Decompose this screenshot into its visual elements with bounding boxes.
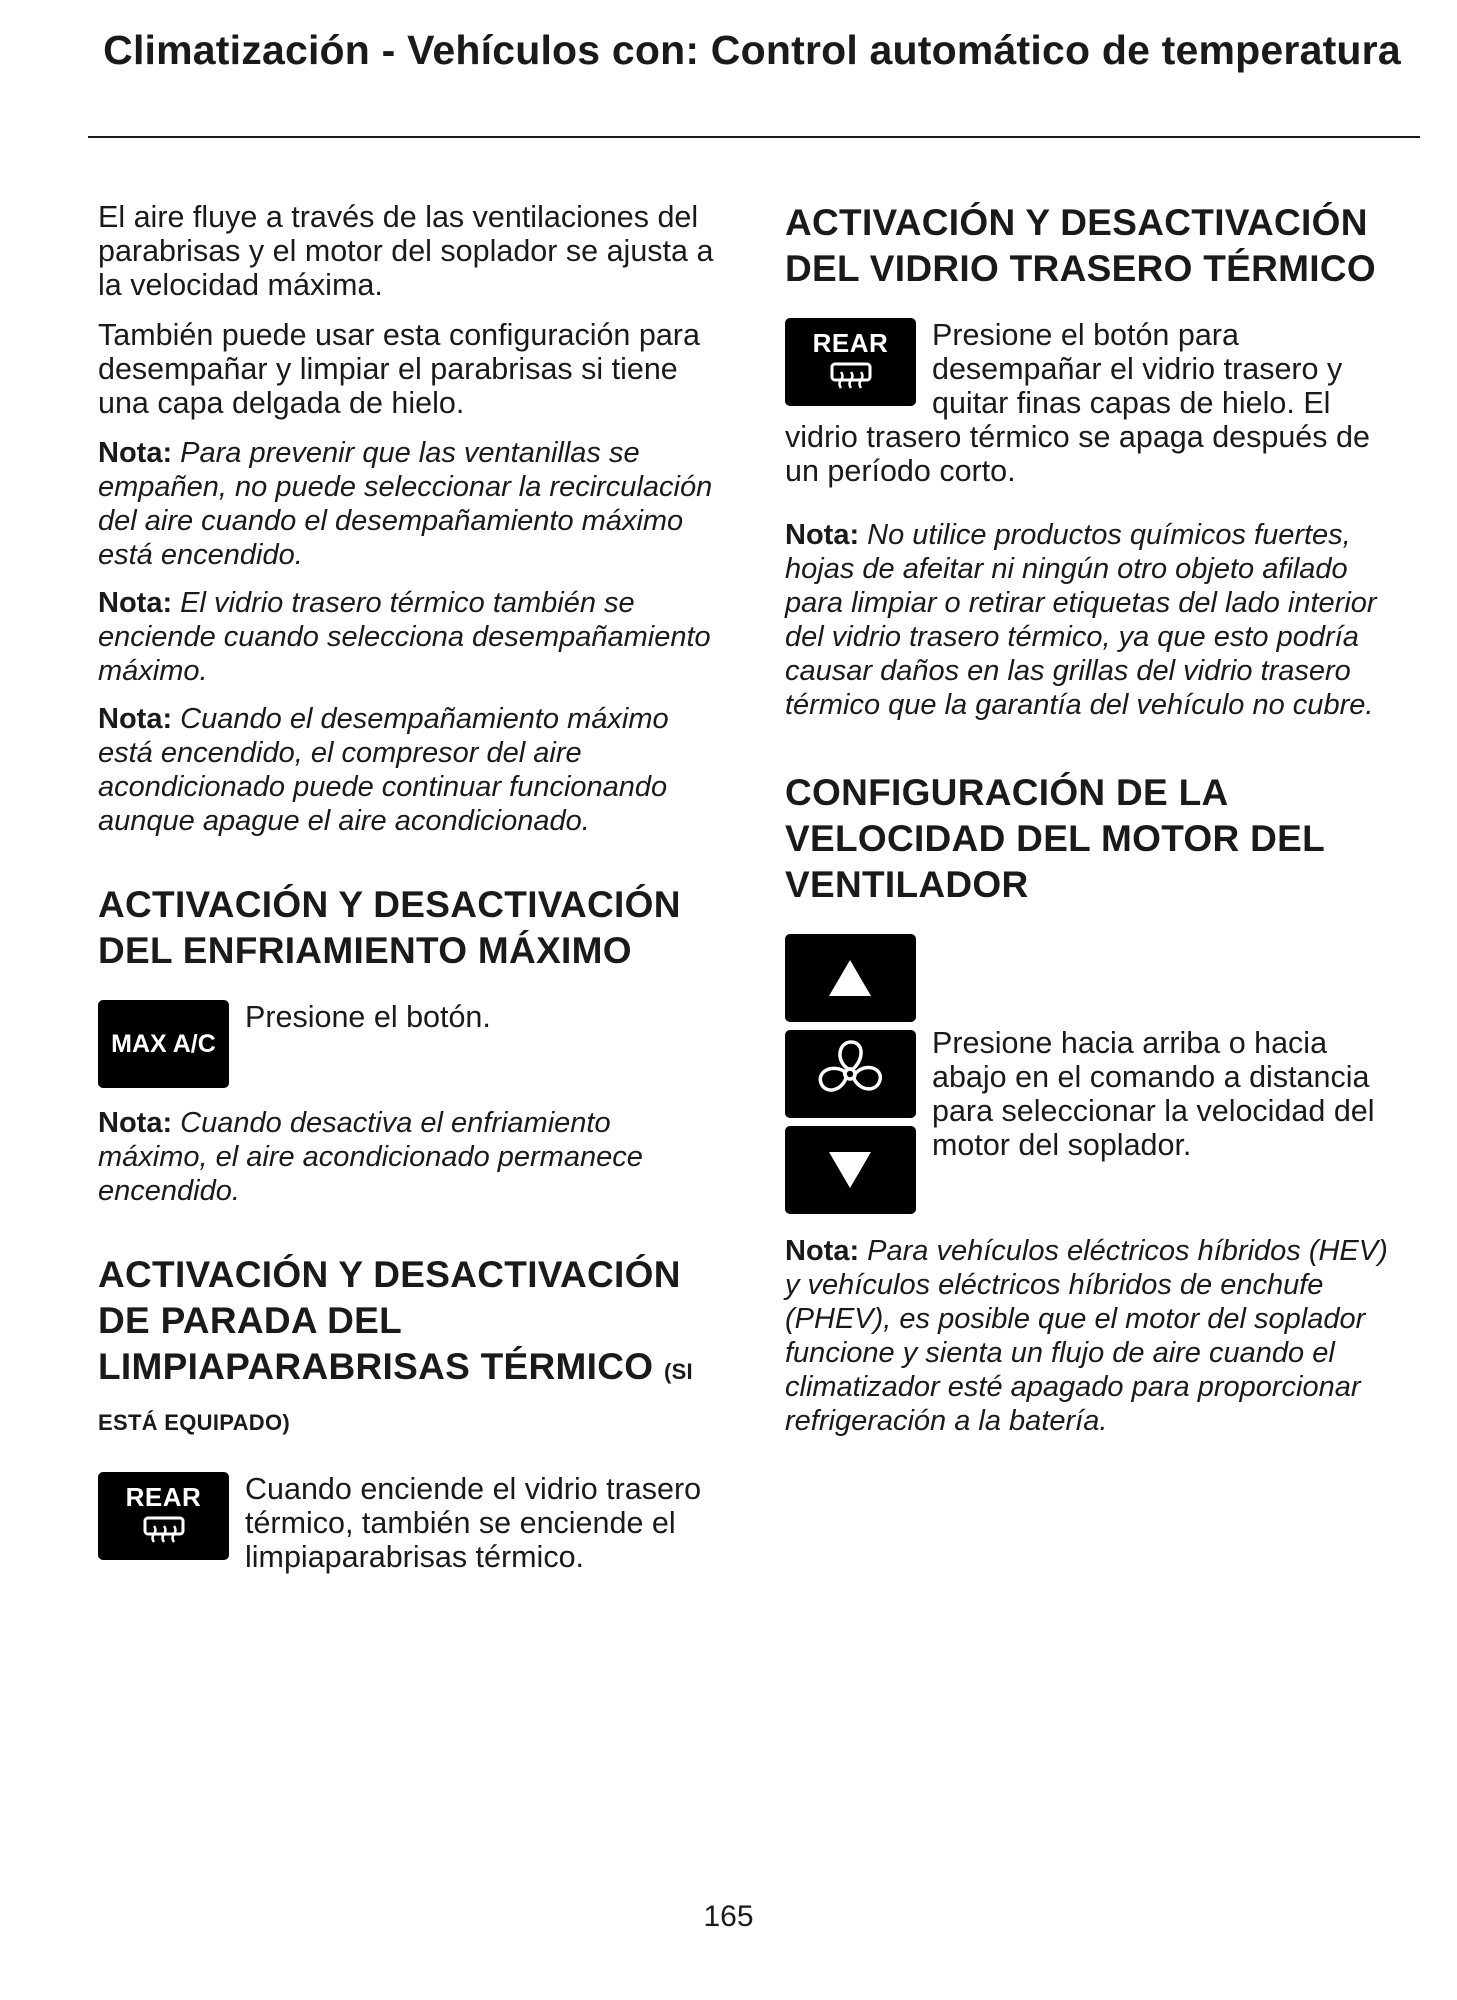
arrow-down-icon (785, 1126, 916, 1214)
note-compressor (98, 702, 718, 838)
paragraph-airflow: El aire fluye a través de las ventilaciones del parabrisas y el motor del soplador se ajusta a la velocidad máxima. (98, 200, 714, 302)
note-label: Nota: (98, 703, 173, 735)
heading-text: ACTIVACIÓN Y DESACTIVACIÓN DE PARADA DEL LIMPIAPARABRISAS TÉRMICO (98, 1254, 681, 1387)
heading-suffix: (SI ESTÁ EQUIPADO) (98, 1359, 693, 1435)
note-label: Nota: (98, 1107, 173, 1139)
rear-defrost-icon (829, 362, 873, 392)
fan-icon (785, 1030, 916, 1118)
heading-max-cooling: ACTIVACIÓN Y DESACTIVACIÓN DEL ENFRIAMIENTO MÁXIMO (98, 884, 681, 971)
note-text: Cuando desactiva el enfriamiento máximo, el aire acondicionado permanece encendido. (98, 1107, 643, 1207)
note-label: Nota: (785, 519, 860, 551)
rear-defrost-icon (142, 1516, 186, 1546)
fan-speed-instruction: Presione hacia arriba o hacia abajo en el comando a distancia para seleccionar la velocidad del motor del soplador. (932, 1026, 1375, 1162)
wiper-deicer-row (98, 1472, 718, 1590)
right-column (785, 200, 1410, 1452)
fan-speed-controls (785, 934, 1410, 1216)
note-rear-window-care (785, 518, 1410, 722)
rear-defrost-button[interactable] (98, 1472, 229, 1560)
heading-rear-defrost: ACTIVACIÓN Y DESACTIVACIÓN DEL VIDRIO TRASERO TÉRMICO (785, 202, 1376, 289)
header-divider (88, 136, 1420, 138)
note-rear-window (98, 586, 718, 688)
heading-wiper-deicer (98, 1252, 718, 1446)
arrow-up-icon (785, 934, 916, 1022)
max-ac-instruction: Presione el botón. (245, 1000, 491, 1034)
fan-speed-up-button[interactable] (785, 934, 916, 1022)
note-hybrid-blower (785, 1234, 1410, 1438)
rear-label: REAR (812, 328, 889, 358)
wiper-deicer-instruction: Cuando enciende el vidrio trasero térmico, también se enciende el limpiaparabrisas térmico. (245, 1472, 702, 1574)
note-recirculation (98, 436, 718, 572)
note-text: No utilice productos químicos fuertes, hojas de afeitar ni ningún otro objeto afilado para limpiar o retirar etiquetas del lado interior del vidrio trasero térmico, ya que esto podría causar daños en las grillas del vidrio trasero térmico que la garantía del vehículo no cubre. (785, 519, 1377, 721)
rear-defrost-row (785, 318, 1410, 504)
page-title: Climatización - Vehículos con: Control automático de temperatura (103, 27, 1401, 73)
fan-speed-down-button[interactable] (785, 1126, 916, 1214)
left-column (98, 200, 718, 1604)
note-text: Para vehículos eléctricos híbridos (HEV) y vehículos eléctricos híbridos de enchufe (PHEV), es posible que el motor del soplador funcione y sienta un flujo de aire cuando el climatizador esté apagado para proporcionar refrigeración a la batería. (785, 1235, 1388, 1437)
max-ac-button[interactable] (98, 1000, 229, 1088)
max-ac-label: MAX A/C (111, 1030, 216, 1058)
note-text: Cuando el desempañamiento máximo está encendido, el compresor del aire acondicionado puede continuar funcionando aunque apague el aire acondicionado. (98, 703, 669, 837)
note-label: Nota: (98, 437, 173, 469)
note-max-cooling-off (98, 1106, 718, 1208)
page-number: 165 (703, 1900, 754, 1933)
max-ac-row (98, 1000, 718, 1092)
note-text: Para prevenir que las ventanillas se empañen, no puede seleccionar la recirculación del aire cuando el desempañamiento máximo está encendido. (98, 437, 713, 571)
rear-defrost-instruction: Presione el botón para desempañar el vidrio trasero y quitar finas capas de hielo. El vidrio trasero térmico se apaga después de un período corto. (785, 318, 1370, 488)
note-label: Nota: (98, 587, 173, 619)
paragraph-defog: También puede usar esta configuración para desempañar y limpiar el parabrisas si tiene una capa delgada de hielo. (98, 318, 700, 420)
fan-speed-display (785, 1030, 916, 1118)
rear-label: REAR (125, 1482, 202, 1512)
note-label: Nota: (785, 1235, 860, 1267)
rear-defrost-button[interactable] (785, 318, 916, 406)
note-text: El vidrio trasero térmico también se enciende cuando selecciona desempañamiento máximo. (98, 587, 711, 687)
heading-fan-speed: CONFIGURACIÓN DE LA VELOCIDAD DEL MOTOR DEL VENTILADOR (785, 772, 1325, 905)
